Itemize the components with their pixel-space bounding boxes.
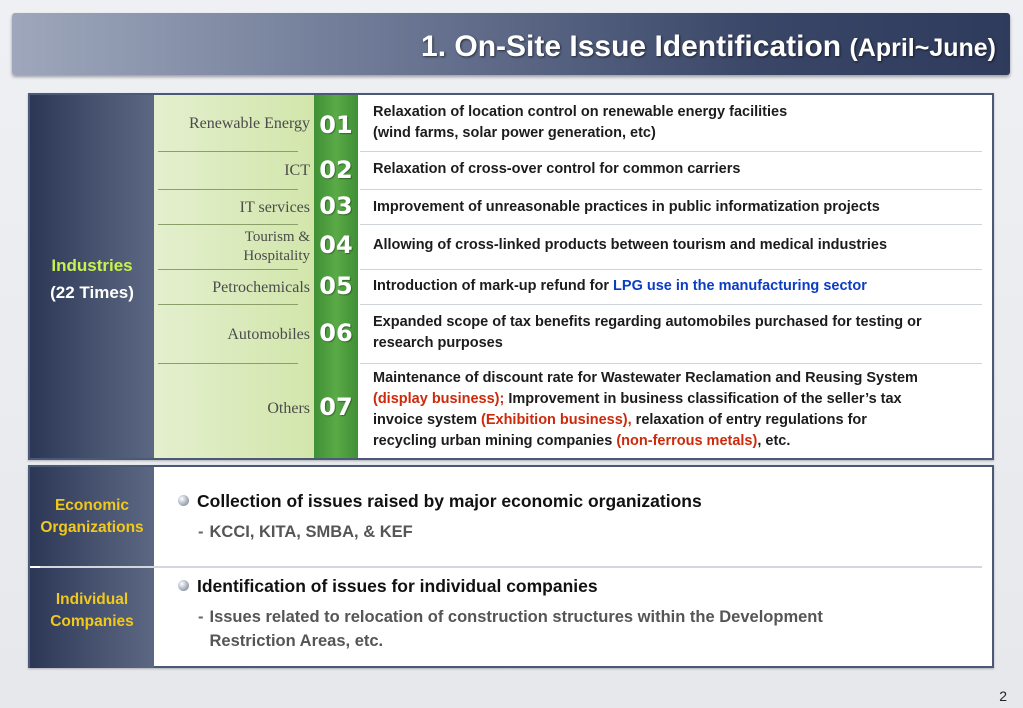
description-highlight: LPG use in the manufacturing sector xyxy=(613,278,867,294)
label-line: Economic xyxy=(54,497,130,514)
sub-text-line: Restriction Areas, etc. xyxy=(209,632,384,650)
description-line: (wind farms, solar power generation, etc) xyxy=(373,125,656,141)
description-text: recycling urban mining companies xyxy=(373,433,617,449)
industry-number: 02 xyxy=(319,156,353,184)
industry-row-tourism xyxy=(154,224,984,269)
description-highlight: (Exhibition business), xyxy=(481,412,632,428)
description-line xyxy=(373,410,979,431)
sub-text: KCCI, KITA, SMBA, & KEF xyxy=(209,523,413,541)
sub-text xyxy=(210,605,823,653)
industry-name: Others xyxy=(267,400,310,417)
industry-description xyxy=(373,276,979,297)
industry-name-line: Hospitality xyxy=(243,248,310,264)
title-main: 1. On-Site Issue Identification xyxy=(421,30,842,63)
description-line: Expanded scope of tax benefits regarding automobiles purchased for testing or xyxy=(373,314,922,330)
industry-description xyxy=(373,312,979,354)
industry-row-others xyxy=(154,363,984,458)
industry-number: 04 xyxy=(319,231,353,259)
page-title xyxy=(421,30,996,64)
sources-panel xyxy=(28,465,994,668)
industry-number: 05 xyxy=(319,272,353,300)
industry-name: Automobiles xyxy=(227,326,310,343)
industries-label-column xyxy=(30,95,154,458)
dash-marker: - xyxy=(198,608,204,626)
industries-count: (22 Times) xyxy=(50,283,134,302)
industry-name: Petrochemicals xyxy=(212,279,310,296)
label-line: Organizations xyxy=(40,519,144,536)
title-period: (April~June) xyxy=(849,34,996,62)
section-divider xyxy=(40,566,982,568)
economic-label xyxy=(30,495,154,539)
label-line: Individual xyxy=(55,591,129,608)
page-number: 2 xyxy=(999,688,1007,704)
bullet-icon xyxy=(178,495,189,506)
industry-row-renewable xyxy=(154,95,984,151)
economic-bullet xyxy=(178,491,702,512)
industry-number: 01 xyxy=(319,111,353,139)
description-text: , etc. xyxy=(757,433,791,449)
industry-number: 03 xyxy=(319,192,353,220)
bullet-text: Identification of issues for individual companies xyxy=(197,576,598,596)
description-highlight: (display business); xyxy=(373,391,505,407)
description-line: Maintenance of discount rate for Wastewater Reclamation and Reusing System xyxy=(373,370,918,386)
label-line: Companies xyxy=(50,613,134,630)
industry-name: IT services xyxy=(239,199,310,216)
industry-row-petrochemicals xyxy=(154,269,984,304)
description-line: research purposes xyxy=(373,335,503,351)
industry-row-automobiles xyxy=(154,304,984,363)
description-text: invoice system xyxy=(373,412,481,428)
economic-label-column xyxy=(30,467,154,566)
industry-number: 06 xyxy=(319,319,353,347)
title-bar xyxy=(12,13,1010,75)
description-text: Improvement in business classification of the seller’s tax xyxy=(504,391,902,407)
individual-label xyxy=(30,589,154,633)
description-line xyxy=(373,389,979,410)
individual-bullet xyxy=(178,576,598,597)
description-text: relaxation of entry regulations for xyxy=(631,412,867,428)
industry-number: 07 xyxy=(319,393,353,421)
individual-label-column xyxy=(30,568,154,668)
industry-name-line: Tourism & xyxy=(244,229,310,245)
individual-sub xyxy=(198,605,823,653)
economic-sub xyxy=(198,520,413,544)
industries-label: Industries xyxy=(51,256,133,275)
industries-panel xyxy=(28,93,994,460)
dash-marker: - xyxy=(198,523,204,541)
description-line: Relaxation of location control on renewable energy facilities xyxy=(373,104,788,120)
industry-description xyxy=(373,102,979,144)
description-line xyxy=(373,431,979,452)
industry-row-ict xyxy=(154,151,984,189)
bullet-icon xyxy=(178,580,189,591)
industry-description xyxy=(373,368,979,452)
industry-name xyxy=(154,228,310,266)
description-highlight: (non-ferrous metals) xyxy=(616,433,758,449)
description-text: Introduction of mark-up refund for xyxy=(373,278,614,294)
industry-description: Relaxation of cross-over control for common carriers xyxy=(373,161,741,177)
industry-description: Improvement of unreasonable practices in public informatization projects xyxy=(373,199,880,215)
industry-name: ICT xyxy=(284,162,310,179)
industry-name: Renewable Energy xyxy=(189,115,310,132)
industry-description: Allowing of cross-linked products between tourism and medical industries xyxy=(373,237,888,253)
industry-row-it-services xyxy=(154,189,984,224)
sub-text-line: Issues related to relocation of construction structures within the Development xyxy=(209,608,823,626)
bullet-text: Collection of issues raised by major economic organizations xyxy=(197,491,702,511)
